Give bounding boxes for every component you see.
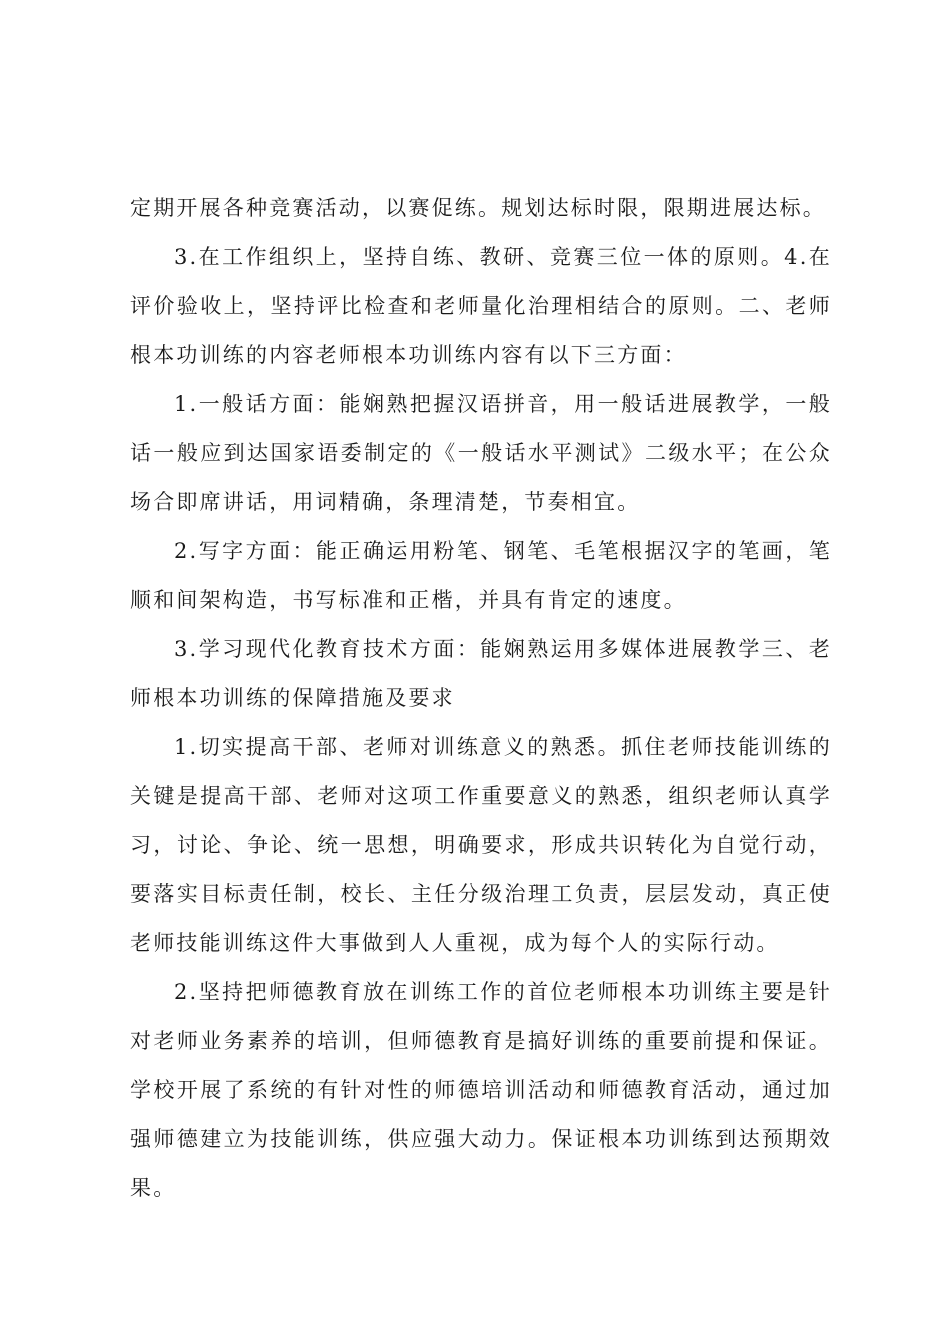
document-body bbox=[130, 184, 832, 1213]
paragraph-7: 2.坚持把师德教育放在训练工作的首位老师根本功训练主要是针对老师业务素养的培训，但师德教育是搞好训练的重要前提和保证。学校开展了系统的有针对性的师德培训活动和师德教育活动，通过加强师德建立为技能训练，供应强大动力。保证根本功训练到达预期效果。 bbox=[130, 980, 832, 1200]
paragraph-1: 定期开展各种竞赛活动，以赛促练。规划达标时限，限期进展达标。 bbox=[130, 196, 826, 220]
paragraph-4: 2.写字方面：能正确运用粉笔、钢笔、毛笔根据汉字的笔画，笔顺和间架构造，书写标准和正楷，并具有肯定的速度。 bbox=[130, 539, 832, 612]
paragraph-2: 3.在工作组织上，坚持自练、教研、竞赛三位一体的原则。4.在评价验收上，坚持评比检查和老师量化治理相结合的原则。二、老师根本功训练的内容老师根本功训练内容有以下三方面： bbox=[130, 245, 832, 367]
paragraph-5: 3.学习现代化教育技术方面：能娴熟运用多媒体进展教学三、老师根本功训练的保障措施及要求 bbox=[130, 637, 832, 710]
paragraph-6: 1.切实提高干部、老师对训练意义的熟悉。抓住老师技能训练的关键是提高干部、老师对这项工作重要意义的熟悉，组织老师认真学习，讨论、争论、统一思想，明确要求，形成共识转化为自觉行动，要落实目标责任制，校长、主任分级治理工负责，层层发动，真正使老师技能训练这件大事做到人人重视，成为每个人的实际行动。 bbox=[130, 735, 832, 955]
paragraph-3: 1.一般话方面：能娴熟把握汉语拼音，用一般话进展教学，一般话一般应到达国家语委制定的《一般话水平测试》二级水平；在公众场合即席讲话，用词精确，条理清楚，节奏相宜。 bbox=[130, 392, 832, 514]
